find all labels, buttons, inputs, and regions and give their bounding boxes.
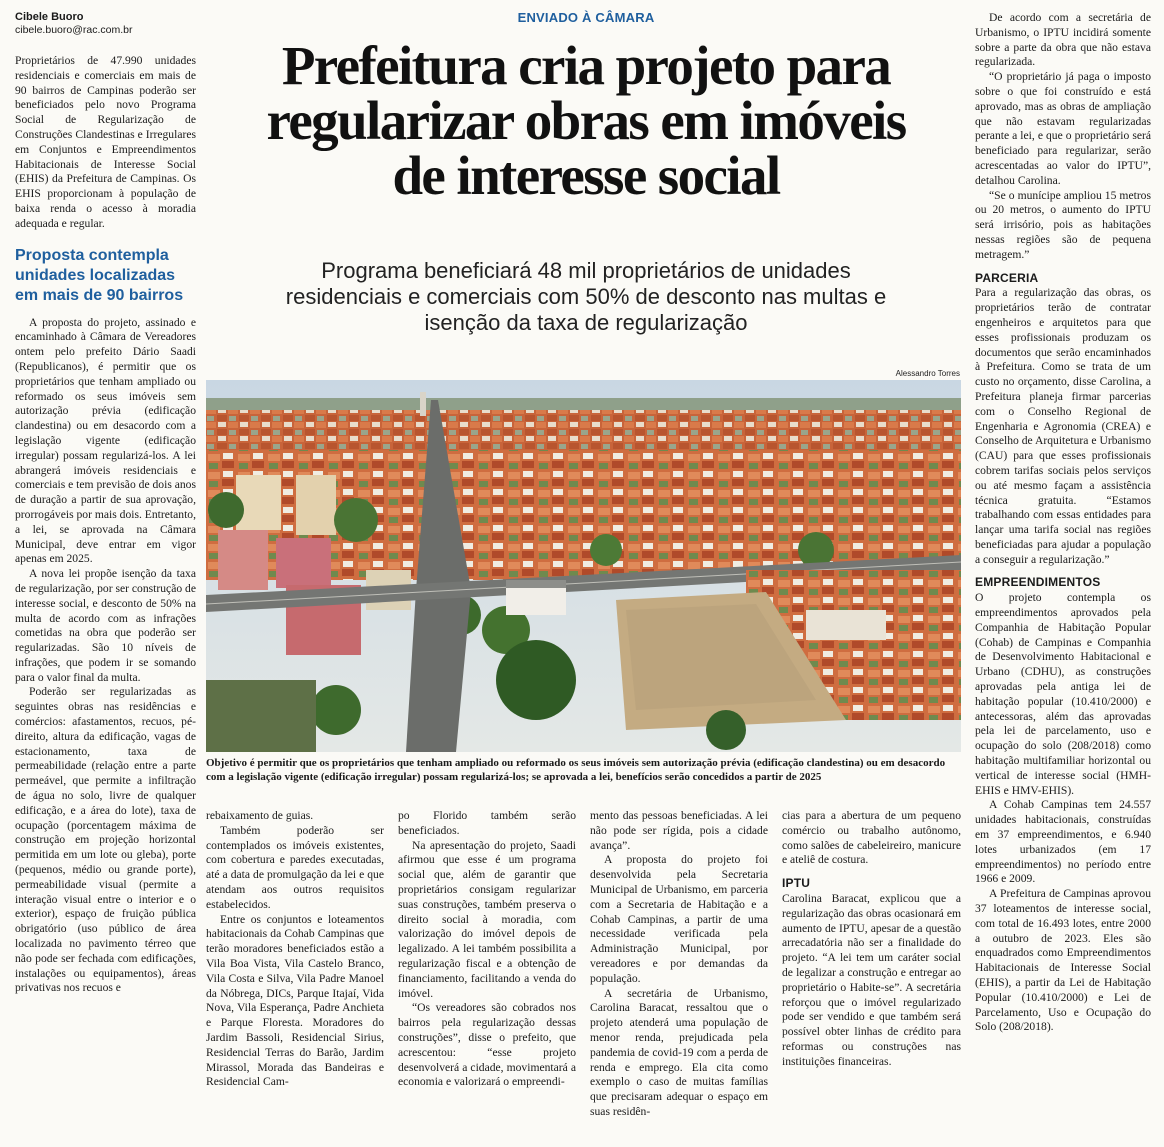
body-paragraph: Na apresentação do projeto, Saadi afirmou que esse é um programa social que, além de garantir que proprietários consigam regularizar suas construções, também preserva o direito social à moradia, com valorização do imóvel depois de legalizado. A lei também possibilita a regularização fiscal e a obtenção de financiamento, facilitando a venda do imóvel. (398, 838, 576, 1000)
author-email: cibele.buoro@rac.com.br (15, 24, 133, 36)
body-paragraph: mento das pessoas beneficiadas. A lei não pode ser rígida, pois a cidade avança”. (590, 809, 768, 852)
body-paragraph: “Os vereadores são cobrados nos bairros pela regularização dessas construções”, disse o prefeito, que acrescentou: “esse projeto desenvolverá a cidade, movimentará a economia e valorizará o empreendi- (398, 1001, 576, 1089)
intro-paragraph: Proprietários de 47.990 unidades residenciais e comerciais em mais de 90 bairros de Campinas poderão ser beneficiados pelo novo Programa Social de Regularização de Construções Clandestinas e Irregulares em Conjuntos e Empreendimentos Habitacionais de Interesse Social (EHIS) da Prefeitura de Campinas. Os EHIS proporcionam à população de baixa renda o acesso à moradia adequada e regular. (15, 54, 196, 230)
aerial-city-illustration (206, 380, 961, 752)
deck-line-2: residenciais e comerciais com 50% de desconto nas multas e (285, 284, 887, 309)
body-paragraph: cias para a abertura de um pequeno comércio ou trabalho autônomo, como salões de cabeleireiro, manicure e ateliê de costura. (782, 809, 961, 867)
deck-line-3: isenção da taxa de regularização (424, 310, 748, 335)
section-head-empreendimentos: EMPREENDIMENTOS (975, 575, 1101, 590)
side-headline-line-3: em mais de 90 bairros (15, 286, 184, 304)
aerial-photo (206, 380, 961, 752)
headline-line-1: Prefeitura cria projeto para (281, 35, 891, 96)
right-column (975, 11, 1151, 1035)
section-head-iptu: IPTU (782, 876, 811, 891)
body-paragraph: De acordo com a secretária de Urbanismo, o IPTU incidirá somente sobre a parte da obra que não estava regularizada. (975, 11, 1151, 69)
column-4 (590, 809, 768, 1120)
deck (206, 258, 966, 336)
column-2 (206, 809, 384, 1090)
body-paragraph: Carolina Baracat, explicou que a regularização das obras ocasionará em aumento de IPTU, apesar de a questão arrecadatória não ser a finalidade do projeto. “A lei tem um caráter social de legalizar a construção e entregar ao proprietário o Habite-se”. A secretária reforçou que o imóvel regularizado pode ser vendido e que também será possível obter linhas de crédito para reformas ou construções nas instituições financeiras. (782, 891, 961, 1068)
body-paragraph: Também poderão ser contemplados os imóveis existentes, com cobertura e paredes executadas, até a data de promulgação da lei e que atendam aos outros requisitos estabelecidos. (206, 823, 384, 911)
body-paragraph: “Se o munícipe ampliou 15 metros ou 20 metros, o aumento do IPTU será irrisório, pois as habitações nessas regiões são de pequena metragem.” (975, 188, 1151, 261)
body-paragraph: A nova lei propõe isenção da taxa de regularização, por ser construção de interesse social, e desconto de 50% na multa de acordo com as infrações cometidas na obra que poderão ser regularizadas. São 10 níveis de infrações, que podem ir se somando para o valor final da multa. (15, 567, 196, 684)
headline-line-3: de interesse social (392, 145, 780, 206)
headline-line-2: regularizar obras em imóveis (266, 90, 906, 151)
left-column (15, 54, 196, 996)
body-paragraph: “O proprietário já paga o imposto sobre o que foi construído e está aprovado, mas as obras de ampliação que não estavam regularizadas perante a lei, e que o proprietário será beneficiado para regularizar, serão acrescentadas ao valor do IPTU”, detalhou Carolina. (975, 70, 1151, 187)
side-headline-line-2: unidades localizadas (15, 266, 176, 284)
kicker: ENVIADO À CÂMARA (517, 10, 655, 25)
column-3 (398, 809, 576, 1090)
photo-credit: Alessandro Torres (895, 369, 960, 378)
body-paragraph: po Florido também serão beneficiados. (398, 809, 576, 837)
body-paragraph: A Prefeitura de Campinas aprovou 37 loteamentos de interesse social, com total de 16.493 lotes, entre 2000 a outubro de 2023. Eles são enquadrados como Empreendimentos Habitacionais de Interesse Social (EHIS), a partir da Lei de Habitação Popular (10.410/2000) e Lei de Parcelamento, Uso e Ocupação do Solo (208/2018). (975, 887, 1151, 1034)
photo-caption: Objetivo é permitir que os proprietários que tenham ampliado ou reformado os seus imóveis sem autorização prévia (edificação clandestina) ou em desacordo com a legislação vigente (edificação irregular) possam regularizá-los; se aprovada a lei, benefícios serão concedidos a partir de 2025 (206, 757, 946, 783)
body-paragraph: Entre os conjuntos e loteamentos habitacionais da Cohab Campinas que terão moradores beneficiados estão a Vila Boa Vista, Vila Castelo Branco, Vila Costa e Silva, Vila Padre Manoel da Nóbrega, DICs, Parque Itajaí, Vida Nova, Vila Esperança, Padre Anchieta e Parque Floresta. Moradores do Jardim Bassoli, Residencial Sirius, Residencial Terras do Barão, Jardim Mirassol, Morada das Bandeiras e Residencial Cam- (206, 912, 384, 1089)
body-paragraph: A secretária de Urbanismo, Carolina Baracat, ressaltou que o projeto atenderá uma população de menor renda, prejudicada pela pandemia de covid-19 com a perda de renda e emprego. Ela cita como exemplo o caso de muitas famílias que precisaram adequar o espaço em suas residên- (590, 986, 768, 1118)
headline (206, 35, 966, 206)
author-name: Cibele Buoro (15, 11, 84, 23)
body-paragraph: Para a regularização das obras, os proprietários terão de contratar engenheiros e arquitetos para que esses profissionais produzam os documentos que serão encaminhados à Prefeitura. Como se trata de um custo no orçamento, disse Carolina, a Prefeitura planeja firmar parcerias com o Conselho Regional de Engenharia e Agronomia (CREA) e Conselho de Arquitetura e Urbanismo (CAU) para que esses profissionais cobrem tarifas sociais pelos serviços ou até mesmo façam a assistência técnica gratuita. “Estamos trabalhando com essas entidades para lançar uma tarifa social nas regiões beneficiadas para ajudar a população a conseguir a regularização.” (975, 286, 1151, 566)
deck-line-1: Programa beneficiará 48 mil proprietários de unidades (321, 258, 851, 283)
body-paragraph: A Cohab Campinas tem 24.557 unidades habitacionais, construídas em 37 empreendimentos, e 6.940 lotes urbanizados (em 17 empreendimentos) no período entre 1966 e 2009. (975, 798, 1151, 886)
body-paragraph: A proposta do projeto foi desenvolvida pela Secretaria Municipal de Urbanismo, em parceria com a Secretaria de Habitação e a Cohab Campinas, a partir de uma necessidade verificada pela Administração Municipal, por vereadores e por demandas da população. (590, 853, 768, 985)
section-head-parceria: PARCERIA (975, 270, 1039, 285)
side-headline (15, 246, 196, 306)
column-5 (782, 809, 961, 1070)
byline (15, 11, 205, 36)
body-paragraph: A proposta do projeto, assinado e encaminhado à Câmara de Vereadores ontem pelo prefeito Dário Saadi (Republicanos), é permitir que os proprietários que tenham ampliado ou reformado os seus imóveis sem autorização prévia (edificação clandestina) ou em desacordo com a legislação vigente (edificação irregular) possam regularizá-los. A lei abrangerá imóveis residenciais e comerciais e tem previsão de dois anos de duração a partir de sua aprovação, prorrogáveis por mais dois. Entretanto, a lei, se aprovada na Câmara Municipal, deve entrar em vigor apenas em 2025. (15, 315, 196, 566)
side-headline-line-1: Proposta contempla (15, 246, 169, 264)
body-paragraph: O projeto contempla os empreendimentos aprovados pela Companhia de Habitação Popular (Cohab) de Campinas e Companhia de Desenvolvimento Habitacional e Urbano (CDHU), as construções aprovadas pela antiga lei de habitação popular (10.410/2000) e antecessoras, além das aprovadas pela lei de parcelamento, uso e ocupação do solo (208/2018) como habitação multifamiliar horizontal ou vertical de interesse social (HMH-EHIS e HMV-EHIS). (975, 591, 1151, 797)
body-paragraph: Poderão ser regularizadas as seguintes obras nas residências e comércios: afastamentos, recuos, pé-direito, altura da edificação, vagas de estacionamento, taxa de permeabilidade (relação entre a parte permeável, que permite a infiltração de água no solo, livre de qualquer edificação, e a área do lote), taxa de ocupação (porcentagem máxima de construção em projeção horizontal permitida em um lote ou gleba), porte (pequenos, médio ou grande porte), permeabilidade visual (permite a interação visual entre o interior e o exterior), espaço de fruição pública obrigatório (uso público de área localizada no pavimento térreo que não pode ser fechada com edificações, instalações ou equipamentos), áreas privativas nos recuos e (15, 685, 196, 995)
body-paragraph: rebaixamento de guias. (206, 809, 314, 822)
